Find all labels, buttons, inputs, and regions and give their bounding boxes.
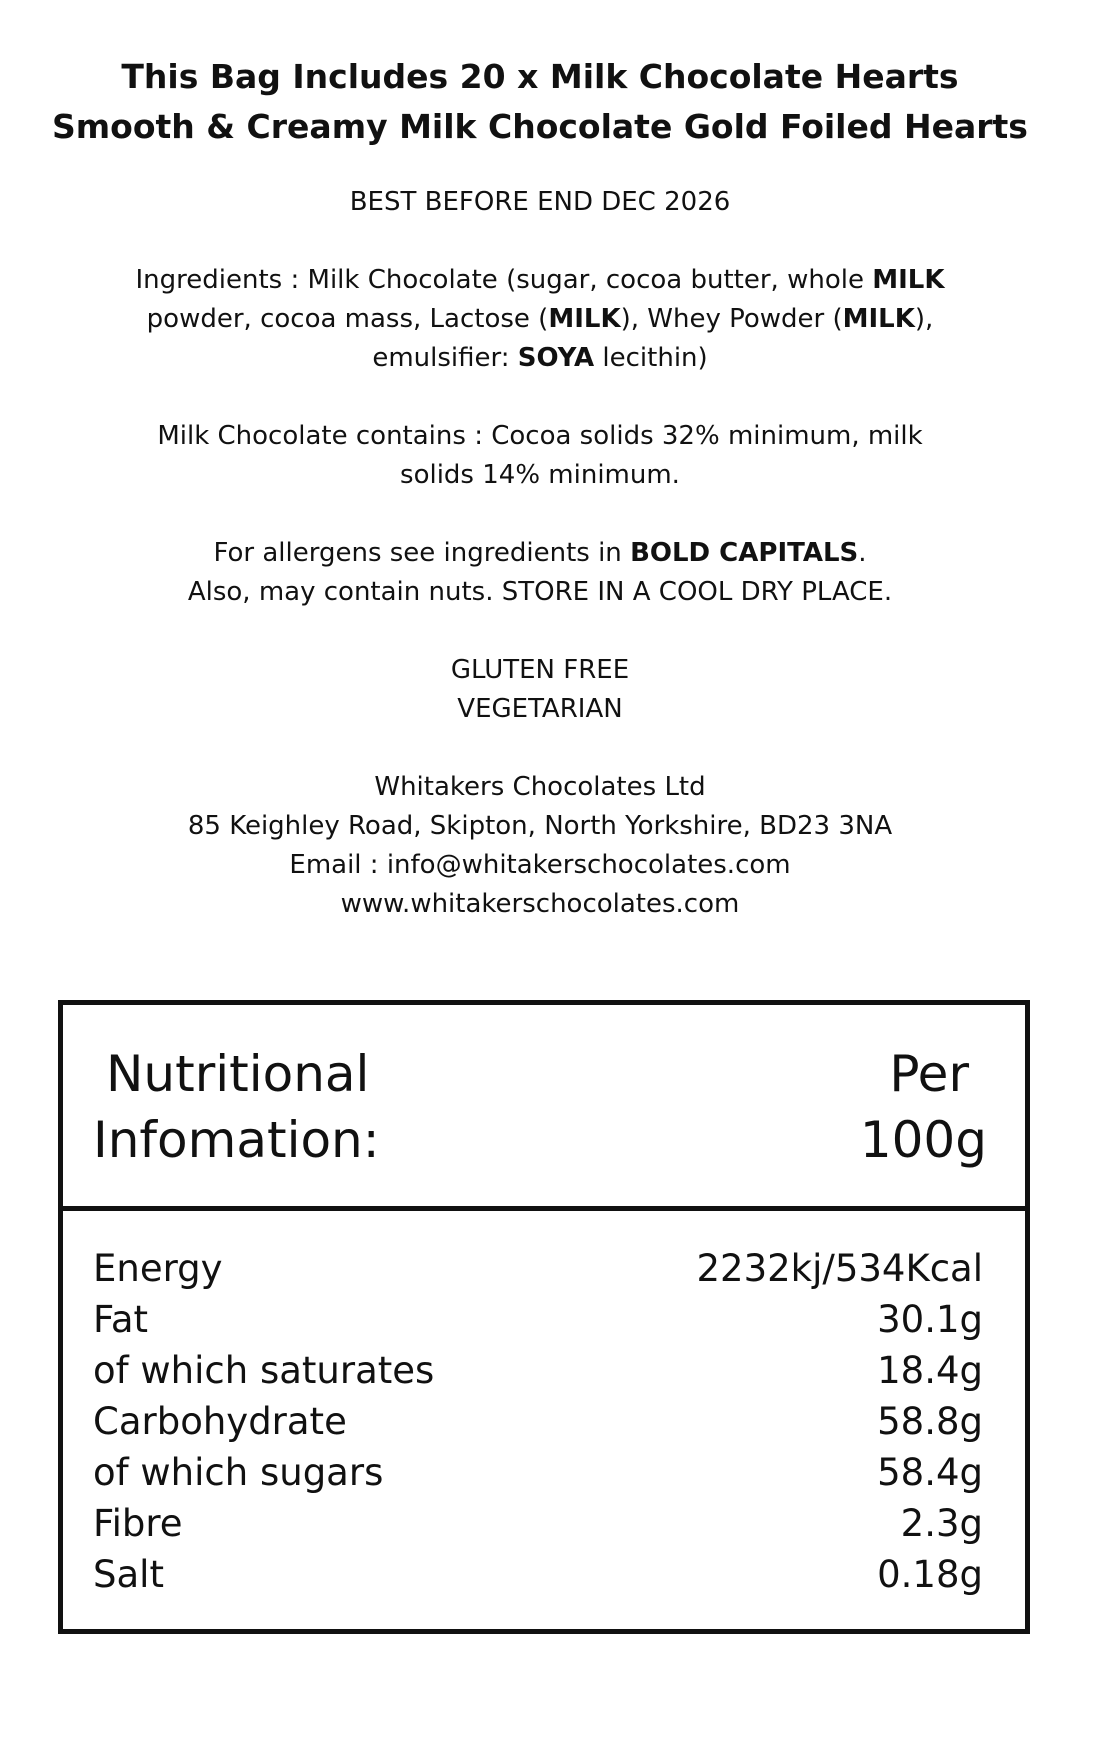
allergen-milk: MILK (548, 304, 621, 334)
nutrient-name: Carbohydrate (93, 1400, 347, 1443)
allergen-soya: SOYA (517, 343, 595, 373)
nutrient-name: of which sugars (93, 1451, 384, 1494)
nutrient-name: of which saturates (93, 1349, 435, 1392)
allergen-milk: MILK (842, 304, 915, 334)
company-email: Email : info@whitakerschocolates.com (289, 850, 791, 880)
ingredients-line-3: emulsifier: SOYA lecithin) (372, 343, 708, 373)
nutrient-name: Fat (93, 1298, 149, 1341)
nutrition-heading: Nutritional Infomation: (93, 1045, 380, 1169)
nutrient-value: 0.18g (877, 1553, 983, 1596)
best-before: BEST BEFORE END DEC 2026 (349, 187, 731, 217)
allergen-notice: For allergens see ingredients in BOLD CAPITALS. Also, may contain nuts. STORE IN A COOL DRY PLACE. (187, 538, 893, 607)
nutrient-name: Energy (93, 1247, 223, 1290)
nutrient-value: 2.3g (900, 1502, 983, 1545)
nutrition-row-fat (63, 1294, 1025, 1345)
product-title (40, 52, 1040, 152)
nutrition-row-carbohydrate (63, 1396, 1025, 1447)
nutrient-name: Fibre (93, 1502, 183, 1545)
title-line-2: Smooth & Creamy Milk Chocolate Gold Foiled Hearts (52, 107, 1028, 146)
label-info (110, 183, 970, 924)
nutrition-row-salt (63, 1549, 1025, 1600)
company-name: Whitakers Chocolates Ltd (374, 772, 706, 802)
nutrient-value: 58.4g (877, 1451, 983, 1494)
nutrition-row-saturates (63, 1345, 1025, 1396)
nutrition-row-energy (63, 1243, 1025, 1294)
title-line-1: This Bag Includes 20 x Milk Chocolate Hearts (121, 57, 959, 96)
nutrient-value: 30.1g (877, 1298, 983, 1341)
nutrition-table (58, 1000, 1030, 1634)
ingredients-block (110, 261, 970, 378)
ingredients-line-2: powder, cocoa mass, Lactose (MILK), Whey Powder (MILK), (146, 304, 934, 334)
milk-chocolate-contains: Milk Chocolate contains : Cocoa solids 32% minimum, milk solids 14% minimum. (157, 421, 923, 490)
nutrient-value: 2232kj/534Kcal (696, 1247, 983, 1290)
dietary-info (110, 651, 970, 729)
per-100g-heading: Per 100g (859, 1045, 987, 1169)
company-address: 85 Keighley Road, Skipton, North Yorkshire, BD23 3NA (187, 811, 893, 841)
nutrition-row-sugars (63, 1447, 1025, 1498)
nutrient-value: 18.4g (877, 1349, 983, 1392)
company-website: www.whitakerschocolates.com (340, 889, 740, 919)
allergen-milk: MILK (872, 265, 945, 295)
gluten-free: GLUTEN FREE (450, 655, 630, 685)
nutrient-name: Salt (93, 1553, 164, 1596)
ingredients-line-1: Ingredients : Milk Chocolate (sugar, cocoa butter, whole MILK (135, 265, 945, 295)
nutrition-row-fibre (63, 1498, 1025, 1549)
company-details (110, 768, 970, 924)
nutrient-value: 58.8g (877, 1400, 983, 1443)
vegetarian: VEGETARIAN (457, 694, 623, 724)
nutrition-rows (63, 1243, 1025, 1600)
nutrition-header (63, 1005, 1025, 1211)
